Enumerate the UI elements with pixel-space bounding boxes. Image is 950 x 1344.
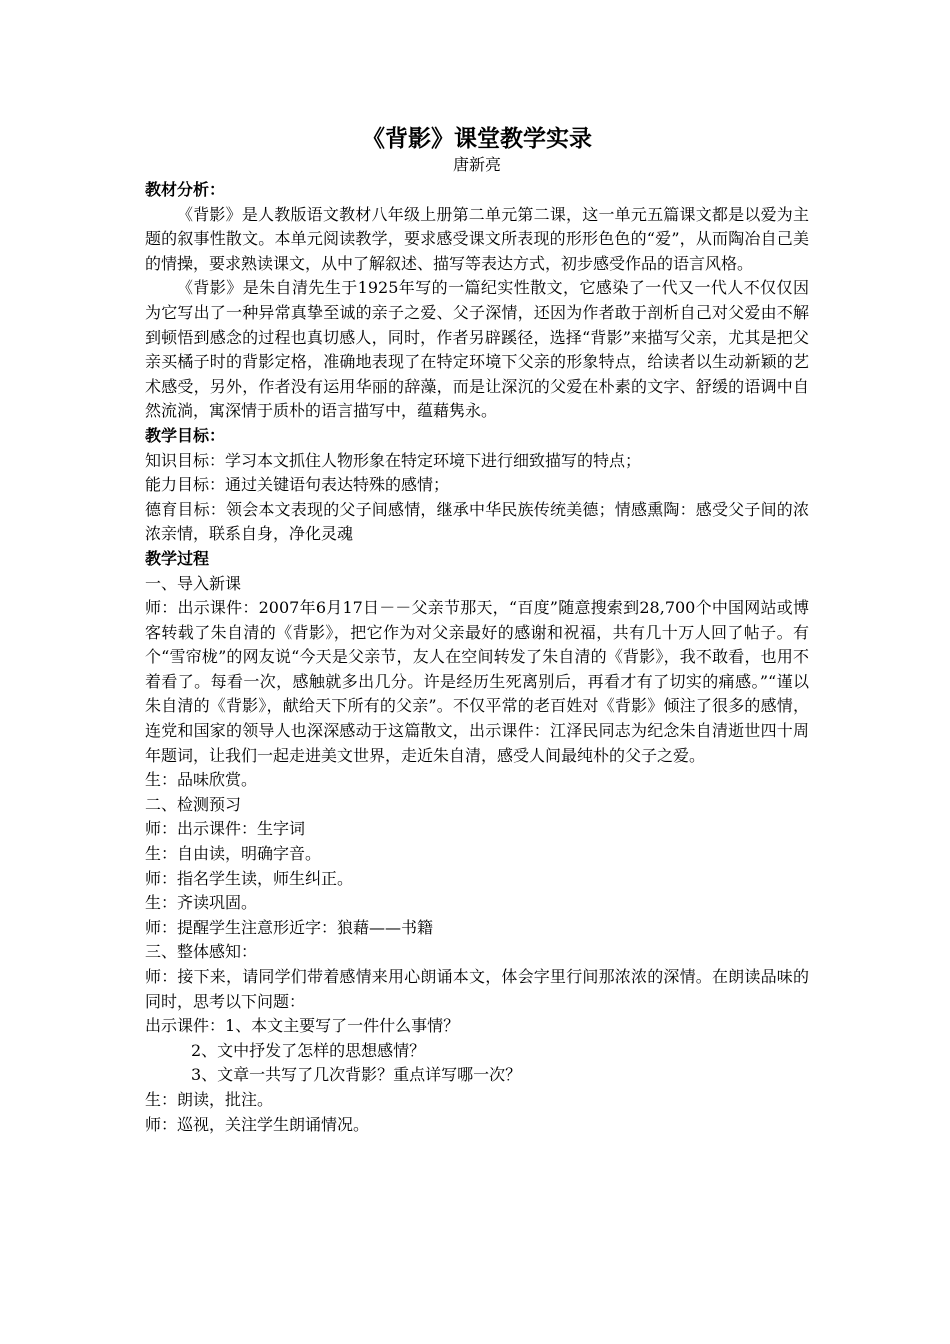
analysis-paragraph: 《背影》是朱自清先生于1925年写的一篇纪实性散文，它感染了一代又一代人不仅仅因为它写出了一种异常真挚至诚的亲子之爱、父子深情，还因为作者敢于剖析自己对父爱由不解到顿悟到感念的过程也真切感人，同时，作者另辟蹊径，选择“背影”来描写父亲，尤其是把父亲买橘子时的背影定格，准确地表现了在特定环境下父亲的形象特点，给读者以生动新颖的艺术感受，另外，作者没有运用华丽的辞藻，而是让深沉的父爱在朴素的文字、舒缓的语调中自然流淌，寓深情于质朴的语言描写中，蕴藉隽永。	[145, 278, 809, 421]
student-line: 生：齐读巩固。	[145, 893, 258, 913]
teacher-line: 师：指名学生读，师生纠正。	[145, 868, 354, 888]
teacher-line: 师：出示课件：2007年6月17日－－父亲节那天，“百度”随意搜索到28,700个中国网站或博客转载了朱自清的《背影》，把它作为对父亲最好的感谢和祝福，共有几十万人回了帖子。有个“雪帘栊”的网友说“今天是父亲节，友人在空间转发了朱自清的《背影》，我不敢看，也用不着看了。每看一次，感触就多出几分。许是经历生死离别后，再看才有了切实的痛感。”“谨以朱自清的《背影》，献给天下所有的父亲”。不仅平常的老百姓对《背影》倾注了很多的感情，连党和国家的领导人也深深感动于这篇散文，出示课件：江泽民同志为纪念朱自清逝世四十周年题词，让我们一起走进美文世界，走近朱自清，感受人间最纯朴的父子之爱。	[145, 598, 809, 765]
teacher-line: 师：巡视，关注学生朗诵情况。	[145, 1114, 370, 1134]
student-line: 生：品味欣赏。	[145, 770, 258, 790]
question-line: 出示课件：1、本文主要写了一件什么事情？	[145, 1016, 460, 1036]
document-body	[145, 124, 809, 1137]
process-part-title: 一、导入新课	[145, 573, 242, 593]
process-part-title: 三、整体感知：	[145, 942, 258, 962]
student-line: 生：自由读，明确字音。	[145, 844, 322, 864]
teacher-line: 师：出示课件：生字词	[145, 819, 306, 839]
page-title: 《背影》课堂教学实录	[362, 126, 592, 152]
teacher-line: 师：接下来，请同学们带着感情来用心朗诵本文，体会字里行间那浓浓的深情。在朗读品味的同时，思考以下问题：	[145, 967, 809, 1011]
objective-moral: 德育目标：领会本文表现的父子间感情，继承中华民族传统美德；情感熏陶：感受父子间的浓浓亲情，联系自身，净化灵魂	[145, 499, 809, 544]
section-heading-analysis: 教材分析：	[145, 180, 226, 199]
student-line: 生：朗读，批注。	[145, 1089, 274, 1109]
author-name: 唐新亮	[452, 155, 501, 174]
analysis-paragraph: 《背影》是人教版语文教材八年级上册第二单元第二课，这一单元五篇课文都是以爱为主题的叙事性散文。本单元阅读教学，要求感受课文所表现的形形色色的“爱”，从而陶冶自己美的情操，要求熟读课文，从中了解叙述、描写等表达方式，初步感受作品的语言风格。	[145, 204, 809, 273]
teacher-line: 师：提醒学生注意形近字：狼藉——书籍	[145, 917, 434, 937]
question-line: 3、文章一共写了几次背影？重点详写哪一次？	[191, 1065, 522, 1085]
objective-knowledge: 知识目标：学习本文抓住人物形象在特定环境下进行细致描写的特点；	[145, 450, 642, 470]
section-heading-objectives: 教学目标：	[145, 425, 226, 445]
process-part-title: 二、检测预习	[145, 794, 242, 814]
section-heading-process: 教学过程	[145, 548, 210, 568]
objective-ability: 能力目标：通过关键语句表达特殊的感情；	[145, 475, 450, 495]
question-line: 2、文中抒发了怎样的思想感情？	[191, 1040, 426, 1060]
